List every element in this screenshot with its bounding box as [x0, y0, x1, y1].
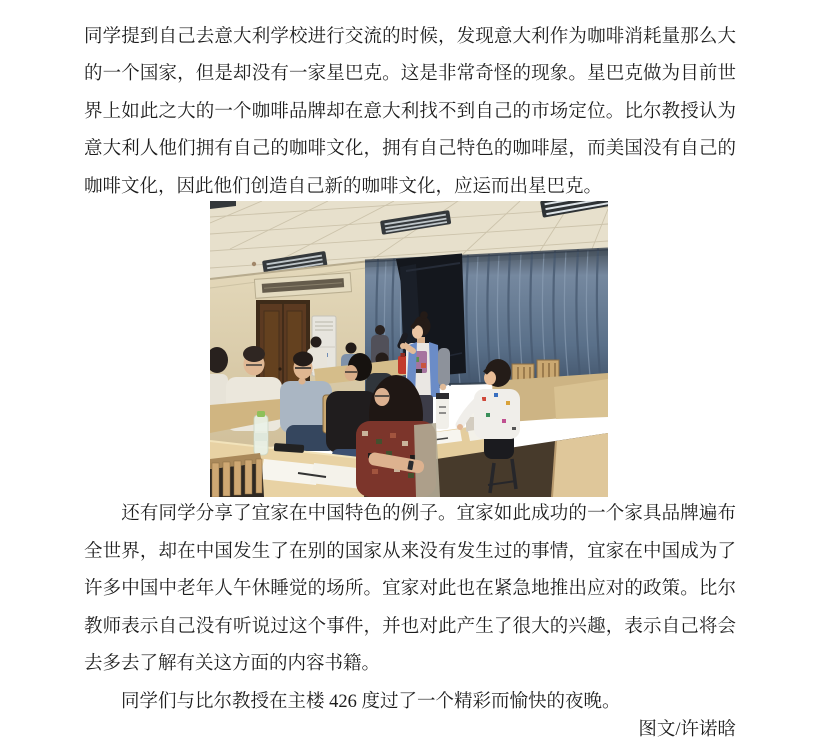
foreground-chairs [210, 453, 264, 497]
text-line: 的一个国家，但是却没有一家星巴克。这是非常奇怪的现象。星巴克做为目前世 [84, 64, 736, 84]
classroom-photo [210, 201, 608, 497]
text-line: 界上如此之大的一个咖啡品牌却在意大利找不到自己的市场定位。比尔教授认为 [84, 101, 736, 122]
text-line: 许多中国中老年人午休睡觉的场所。宜家对此也在紧急地推出应对的政策。比尔 [84, 579, 736, 599]
classroom-photo-graphic [210, 201, 608, 497]
text-line: 同学提到自己去意大利学校进行交流的时候，发现意大利作为咖啡消耗量那么大 [84, 26, 736, 47]
text-line: 去多去了解有关这方面的内容书籍。 [84, 654, 381, 674]
photo-credit: 图文/许诺晗 [638, 719, 736, 740]
text-line: 同学们与比尔教授在主楼 426 度过了一个精彩而愉快的夜晚。 [84, 691, 621, 712]
text-line: 全世界，却在中国发生了在别的国家从来没有发生过的事情，宜家在中国成为了 [84, 541, 736, 562]
text-line: 还有同学分享了宜家在中国特色的例子。宜家如此成功的一个家具品牌遍布 [84, 504, 736, 524]
text-line: 意大利人他们拥有自己的咖啡文化，拥有自己特色的咖啡屋，而美国没有自己的 [84, 139, 736, 159]
text-line: 教师表示自己没有听说过这个事件，并也对此产生了很大的兴趣，表示自己将会 [84, 616, 736, 637]
paragraph-2 [84, 496, 736, 684]
paragraph-1 [84, 19, 736, 207]
text-line: 咖啡文化，因此他们创造自己新的咖啡文化，应运而出星巴克。 [84, 176, 603, 197]
